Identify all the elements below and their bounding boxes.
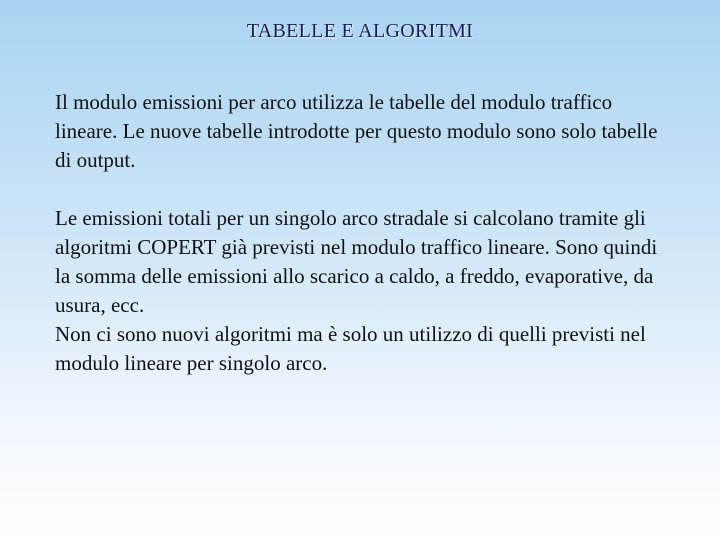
slide-title: TABELLE E ALGORITMI xyxy=(246,20,474,42)
paragraph-algorithms: Non ci sono nuovi algoritmi ma è solo un utilizzo di quelli previsti nel modulo lineare per singolo arco. xyxy=(55,322,646,375)
paragraph-emissions: Le emissioni totali per un singolo arco stradale si calcolano tramite gli algoritmi COPERT già previsti nel modulo traffico lineare. Sono quindi la somma delle emissioni allo scarico a caldo, a freddo, evaporative, da usura, ecc. xyxy=(55,206,658,317)
paragraph-tables: Il modulo emissioni per arco utilizza le tabelle del modulo traffico lineare. Le nuove tabelle introdotte per questo modulo sono solo tabelle di output. xyxy=(55,90,658,172)
slide-body xyxy=(55,88,675,378)
